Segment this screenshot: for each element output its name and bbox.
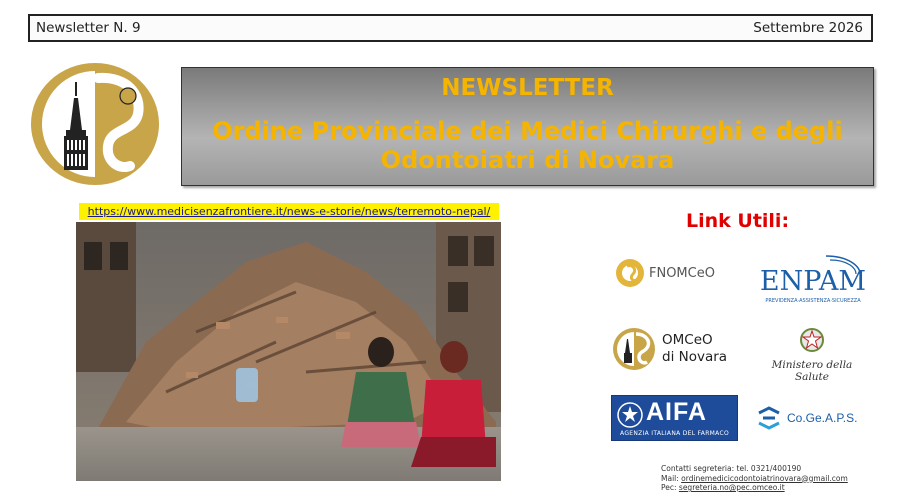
omceo-label-line1: OMCeO bbox=[662, 332, 713, 348]
contacts-block bbox=[661, 464, 848, 493]
ministero-label: Ministero della Salute bbox=[771, 359, 853, 383]
enpam-subtitle: PREVIDENZA·ASSISTENZA·SICUREZZA bbox=[765, 298, 861, 304]
order-name: Ordine Provinciale dei Medici Chirurghi e degli Odontoiatri di Novara bbox=[212, 117, 843, 174]
contact-phone: Contatti segreteria: tel. 0321/400190 bbox=[661, 464, 802, 473]
aifa-label: AIFA bbox=[646, 398, 707, 426]
cogeaps-logo-icon bbox=[755, 405, 783, 431]
ministero-salute-link[interactable] bbox=[756, 327, 868, 383]
cogeaps-label: Co.Ge.A.P.S. bbox=[787, 411, 858, 425]
newsletter-header-bar bbox=[28, 14, 873, 42]
aifa-emblem-icon bbox=[616, 399, 644, 431]
enpam-label: ENPAM bbox=[759, 266, 867, 297]
aifa-link[interactable] bbox=[611, 395, 738, 441]
newsletter-title: NEWSLETTER bbox=[441, 75, 614, 101]
fnomceo-link[interactable] bbox=[615, 258, 715, 288]
fnomceo-logo-icon bbox=[615, 258, 645, 288]
cogeaps-link[interactable] bbox=[755, 405, 857, 431]
issue-date: Settembre 2026 bbox=[753, 20, 863, 36]
article-link[interactable]: https://www.medicisenzafrontiere.it/news-e-storie/news/terremoto-nepal/ bbox=[79, 203, 499, 220]
enpam-link[interactable] bbox=[756, 252, 871, 308]
contact-pec-link[interactable]: segreteria.no@pec.omceo.it bbox=[678, 483, 785, 492]
contact-mail-row bbox=[661, 474, 848, 484]
omceo-label-line2: di Novara bbox=[662, 349, 728, 365]
issue-number: Newsletter N. 9 bbox=[36, 20, 141, 36]
title-banner bbox=[181, 67, 874, 186]
fnomceo-label: FNOMCeO bbox=[649, 265, 715, 281]
aifa-subtitle: AGENZIA ITALIANA DEL FARMACO bbox=[620, 430, 729, 437]
omceo-logo-icon bbox=[612, 327, 656, 371]
contact-mail-link[interactable]: ordinemedicicodontoiatrinovara@gmail.com bbox=[681, 473, 848, 483]
earthquake-photo bbox=[76, 222, 501, 481]
contact-pec-label: Pec: bbox=[661, 483, 679, 492]
enpam-logo-icon bbox=[756, 252, 871, 308]
contact-mail-label: Mail: bbox=[661, 473, 682, 483]
contact-pec-row bbox=[661, 483, 848, 493]
italian-emblem-icon bbox=[799, 327, 825, 353]
useful-links-title: Link Utili: bbox=[686, 210, 790, 232]
ordine-logo-icon bbox=[30, 62, 160, 187]
omceo-novara-link[interactable] bbox=[612, 327, 727, 371]
